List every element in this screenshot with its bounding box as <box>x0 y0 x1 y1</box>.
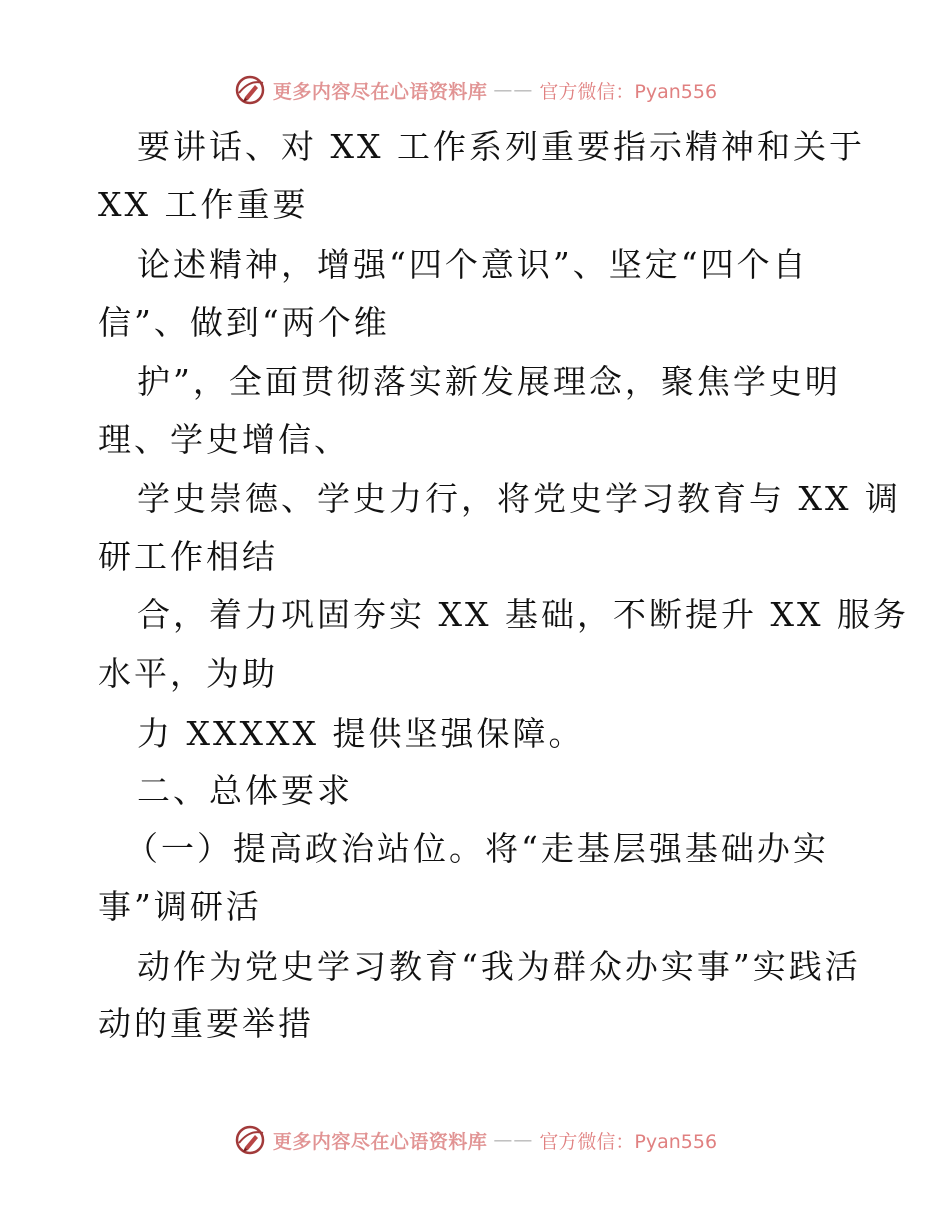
text-line: XX 工作重要 <box>98 185 309 224</box>
text-line: 学史崇德、学史力行，将党史学习教育与 XX 调 <box>137 479 901 518</box>
text-line: 论述精神，增强“四个意识”、坚定“四个自 <box>137 245 809 284</box>
text-line: 要讲话、对 XX 工作系列重要指示精神和关于 <box>137 127 865 166</box>
banner-title: 更多内容尽在心语资料库 <box>272 80 488 103</box>
banner-wechat: 官方微信：Pyan556 <box>539 1130 718 1153</box>
text-line: 信”、做到“两个维 <box>98 303 390 342</box>
banner-separator: —— <box>493 79 534 101</box>
text-line: 动作为党史学习教育“我为群众办实事”实践活 <box>137 947 861 986</box>
text-line: 理、学史增信、 <box>98 420 350 459</box>
text-line: （一）提高政治站位。将“走基层强基础办实 <box>125 829 829 868</box>
banner-wechat: 官方微信：Pyan556 <box>539 80 718 103</box>
text-line: 合，着力巩固夯实 XX 基础，不断提升 XX 服务 <box>137 595 909 634</box>
text-line: 水平，为助 <box>98 654 278 693</box>
text-line: 力 XXXXX 提供坚强保障。 <box>137 714 585 753</box>
text-line: 护”，全面贯彻落实新发展理念，聚焦学史明 <box>137 362 841 401</box>
banner-separator: —— <box>493 1129 534 1151</box>
section-heading: 二、总体要求 <box>137 771 353 810</box>
text-line: 事”调研活 <box>98 887 262 926</box>
text-line: 研工作相结 <box>98 537 278 576</box>
pen-circle-logo-icon <box>233 1123 267 1157</box>
banner-title: 更多内容尽在心语资料库 <box>272 1130 488 1153</box>
footer-banner <box>0 1120 950 1160</box>
text-line: 动的重要举措 <box>98 1004 314 1043</box>
